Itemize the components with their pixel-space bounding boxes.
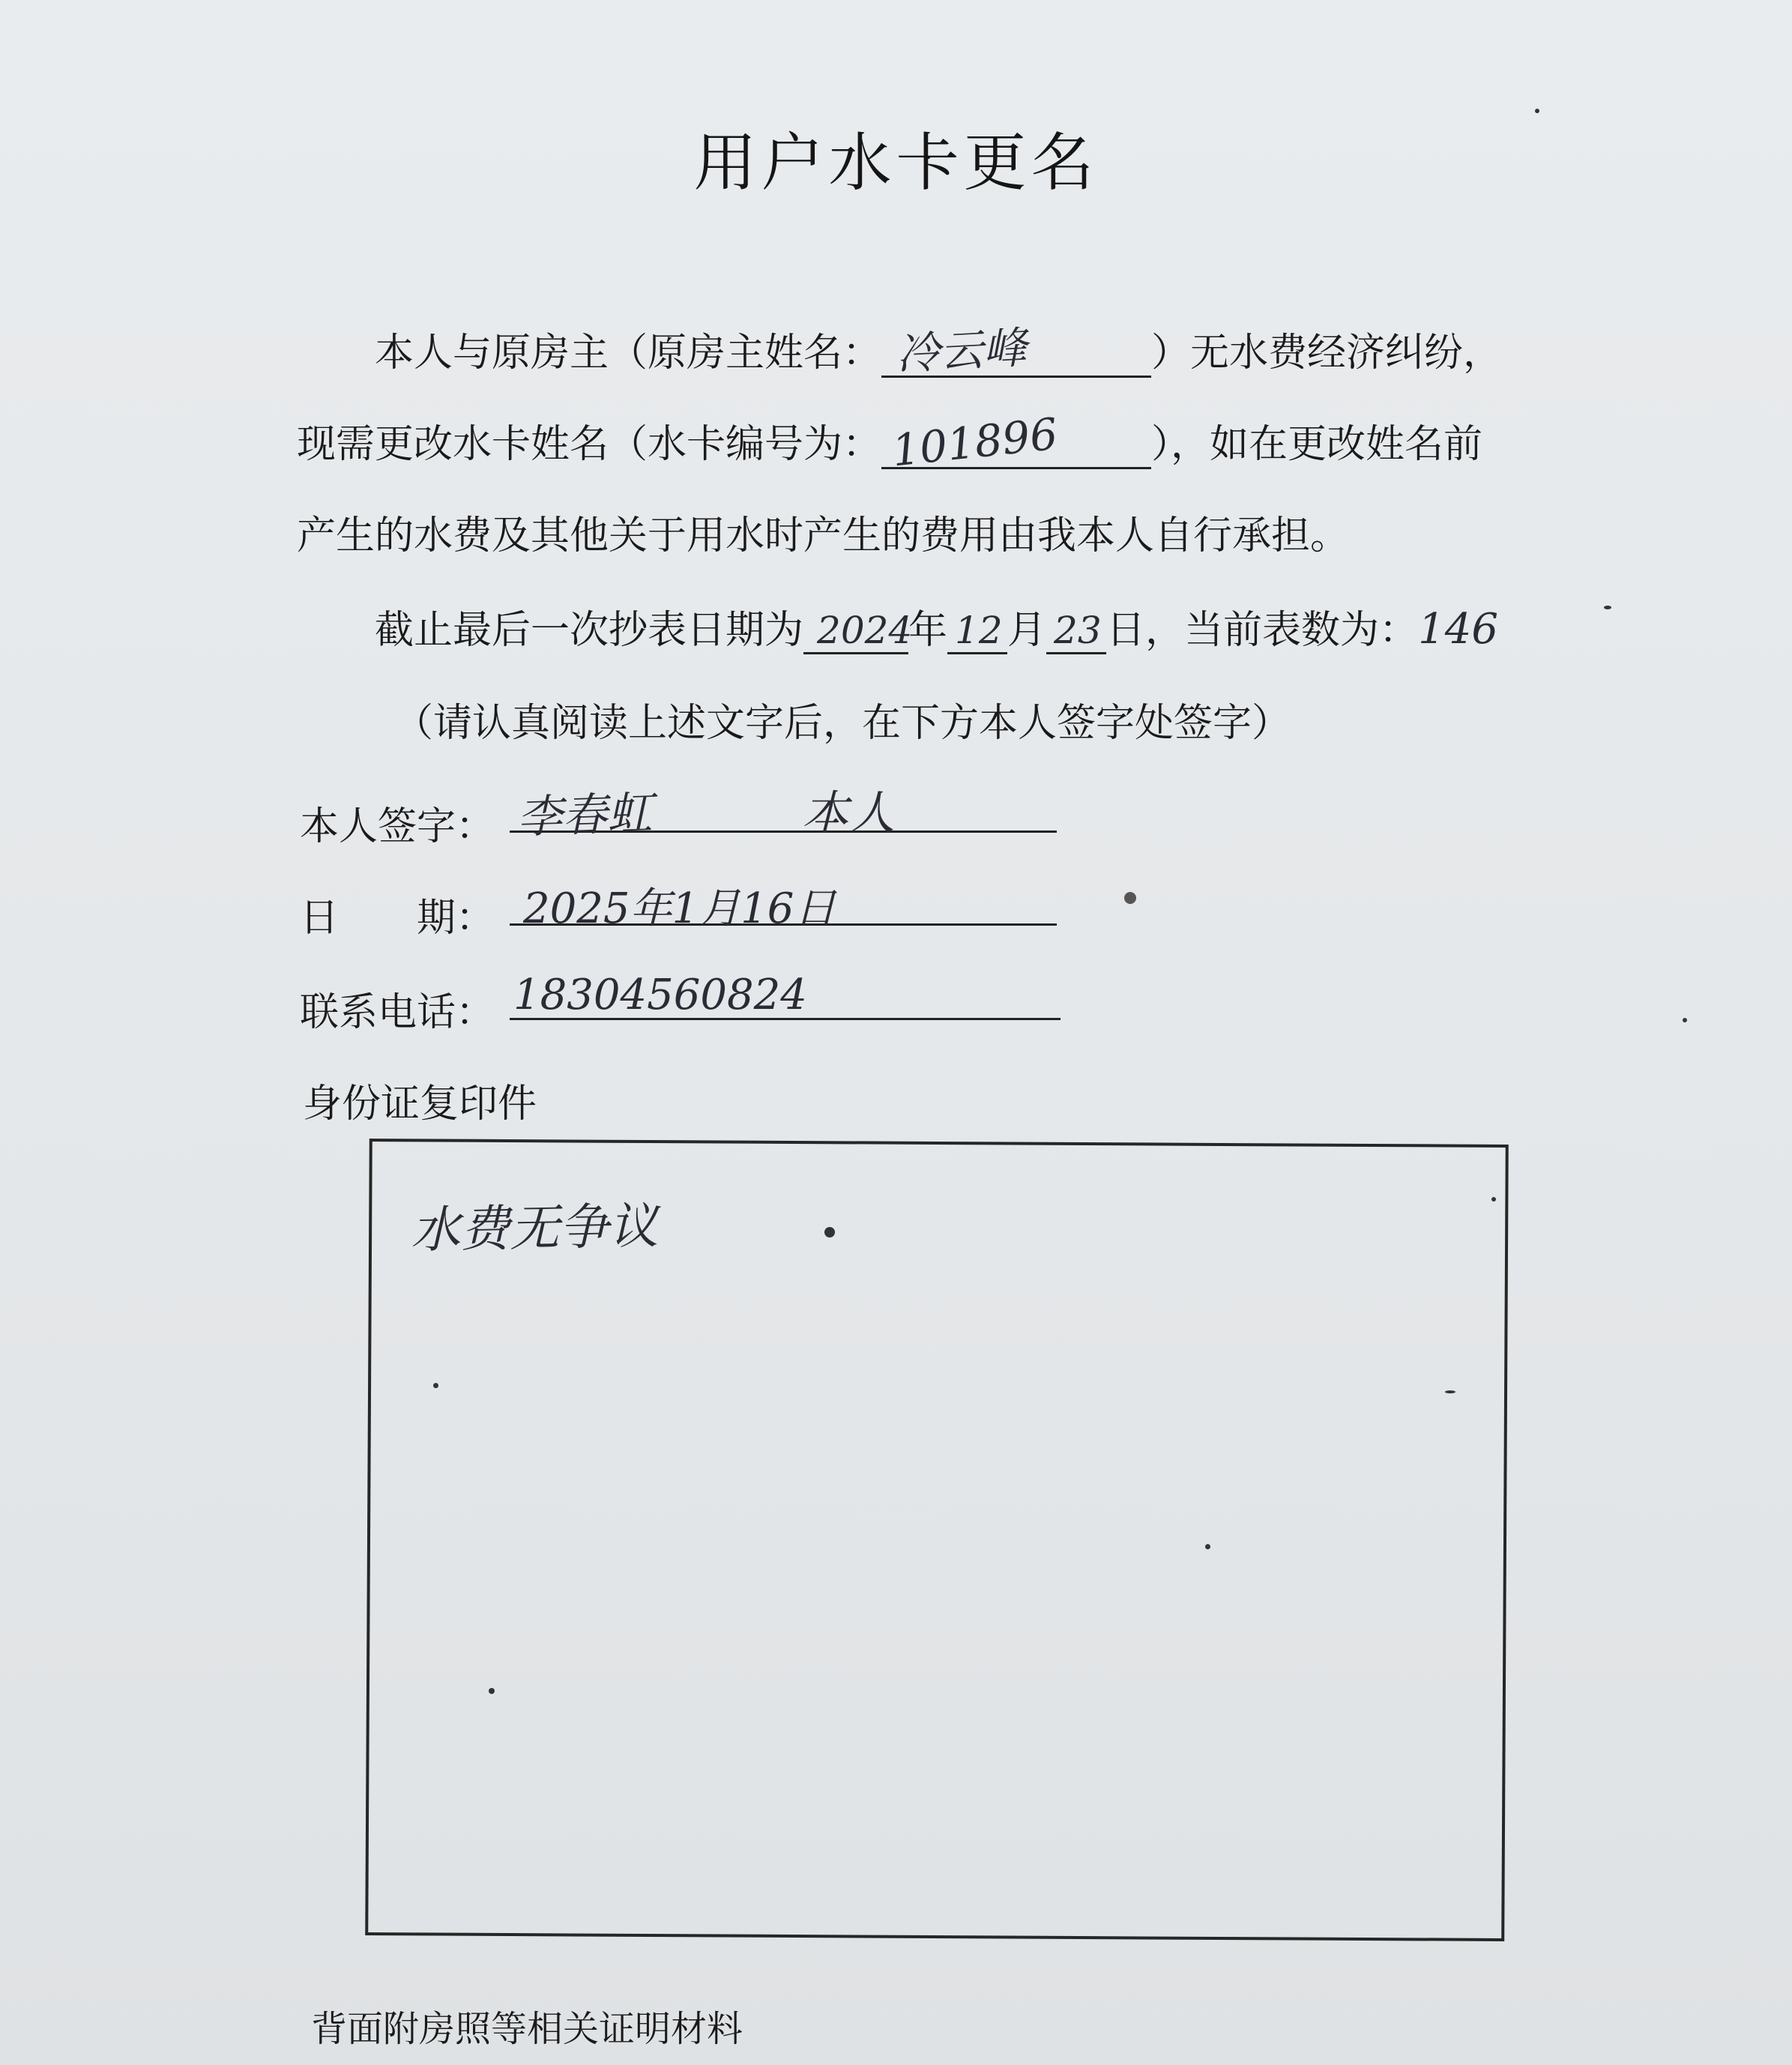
id-copy-label: 身份证复印件 — [303, 1082, 537, 1127]
reading-month-field — [947, 609, 1007, 654]
reading-date-prefix: 截止最后一次抄表日期为 — [375, 608, 804, 653]
card-number-prefix: 现需更改水卡姓名（水卡编号为： — [297, 422, 882, 467]
paragraph-line-3: 产生的水费及其他关于用水时产生的费用由我本人自行承担。 — [297, 513, 1350, 558]
scan-speck — [1535, 109, 1539, 113]
reading-month-handwriting: 12 — [955, 609, 1003, 652]
signing-instruction: （请认真阅读上述文字后，在下方本人签字处签字） — [394, 701, 1291, 746]
scan-speck — [1604, 606, 1611, 609]
id-box-handwritten-note: 水费无争议 — [410, 1197, 659, 1259]
meter-value-handwriting: 146 — [1418, 605, 1498, 654]
signature-handwriting: 李春虹 — [516, 786, 654, 845]
reading-year-field — [803, 609, 913, 654]
paragraph-line-1 — [375, 321, 1502, 378]
scan-speck — [489, 1688, 495, 1694]
meter-reading-line — [375, 598, 1498, 654]
scan-speck — [433, 1383, 438, 1388]
document-title: 用户水卡更名 — [693, 126, 1099, 199]
card-number-field — [881, 408, 1151, 477]
owner-name-handwriting: 冷云峰 — [895, 322, 1028, 380]
month-unit: 月 — [1007, 608, 1047, 653]
card-number-handwriting: 101896 — [889, 408, 1061, 477]
reading-day-field — [1046, 609, 1106, 654]
year-unit: 年 — [908, 608, 948, 653]
date-label: 日 期： — [300, 896, 495, 941]
phone-label: 联系电话： — [300, 990, 495, 1035]
reading-year-handwriting: 2024 — [817, 609, 913, 652]
footer-note: 背面附房照等相关证明材料 — [311, 2008, 743, 2050]
signature-extra-handwriting: 本人 — [802, 786, 896, 840]
scan-speck — [824, 1227, 835, 1238]
reading-day-handwriting: 23 — [1054, 609, 1102, 652]
owner-name-field — [881, 322, 1151, 380]
scan-speck — [1683, 1018, 1687, 1022]
scan-speck — [1445, 1390, 1455, 1393]
day-unit: 日，当前表数为： — [1106, 608, 1419, 653]
scan-speck — [1491, 1197, 1496, 1202]
scan-speck — [1124, 892, 1136, 904]
date-handwriting: 2025年1月16日 — [523, 884, 836, 933]
paragraph-line-2 — [297, 408, 1483, 477]
owner-name-suffix: ）无水费经济纠纷， — [1151, 331, 1503, 376]
scan-speck — [1205, 1544, 1210, 1549]
signature-label: 本人签字： — [300, 804, 495, 849]
card-number-suffix: ），如在更改姓名前 — [1151, 422, 1483, 467]
owner-name-prefix: 本人与原房主（原房主姓名： — [375, 331, 882, 376]
phone-handwriting: 18304560824 — [513, 971, 807, 1019]
